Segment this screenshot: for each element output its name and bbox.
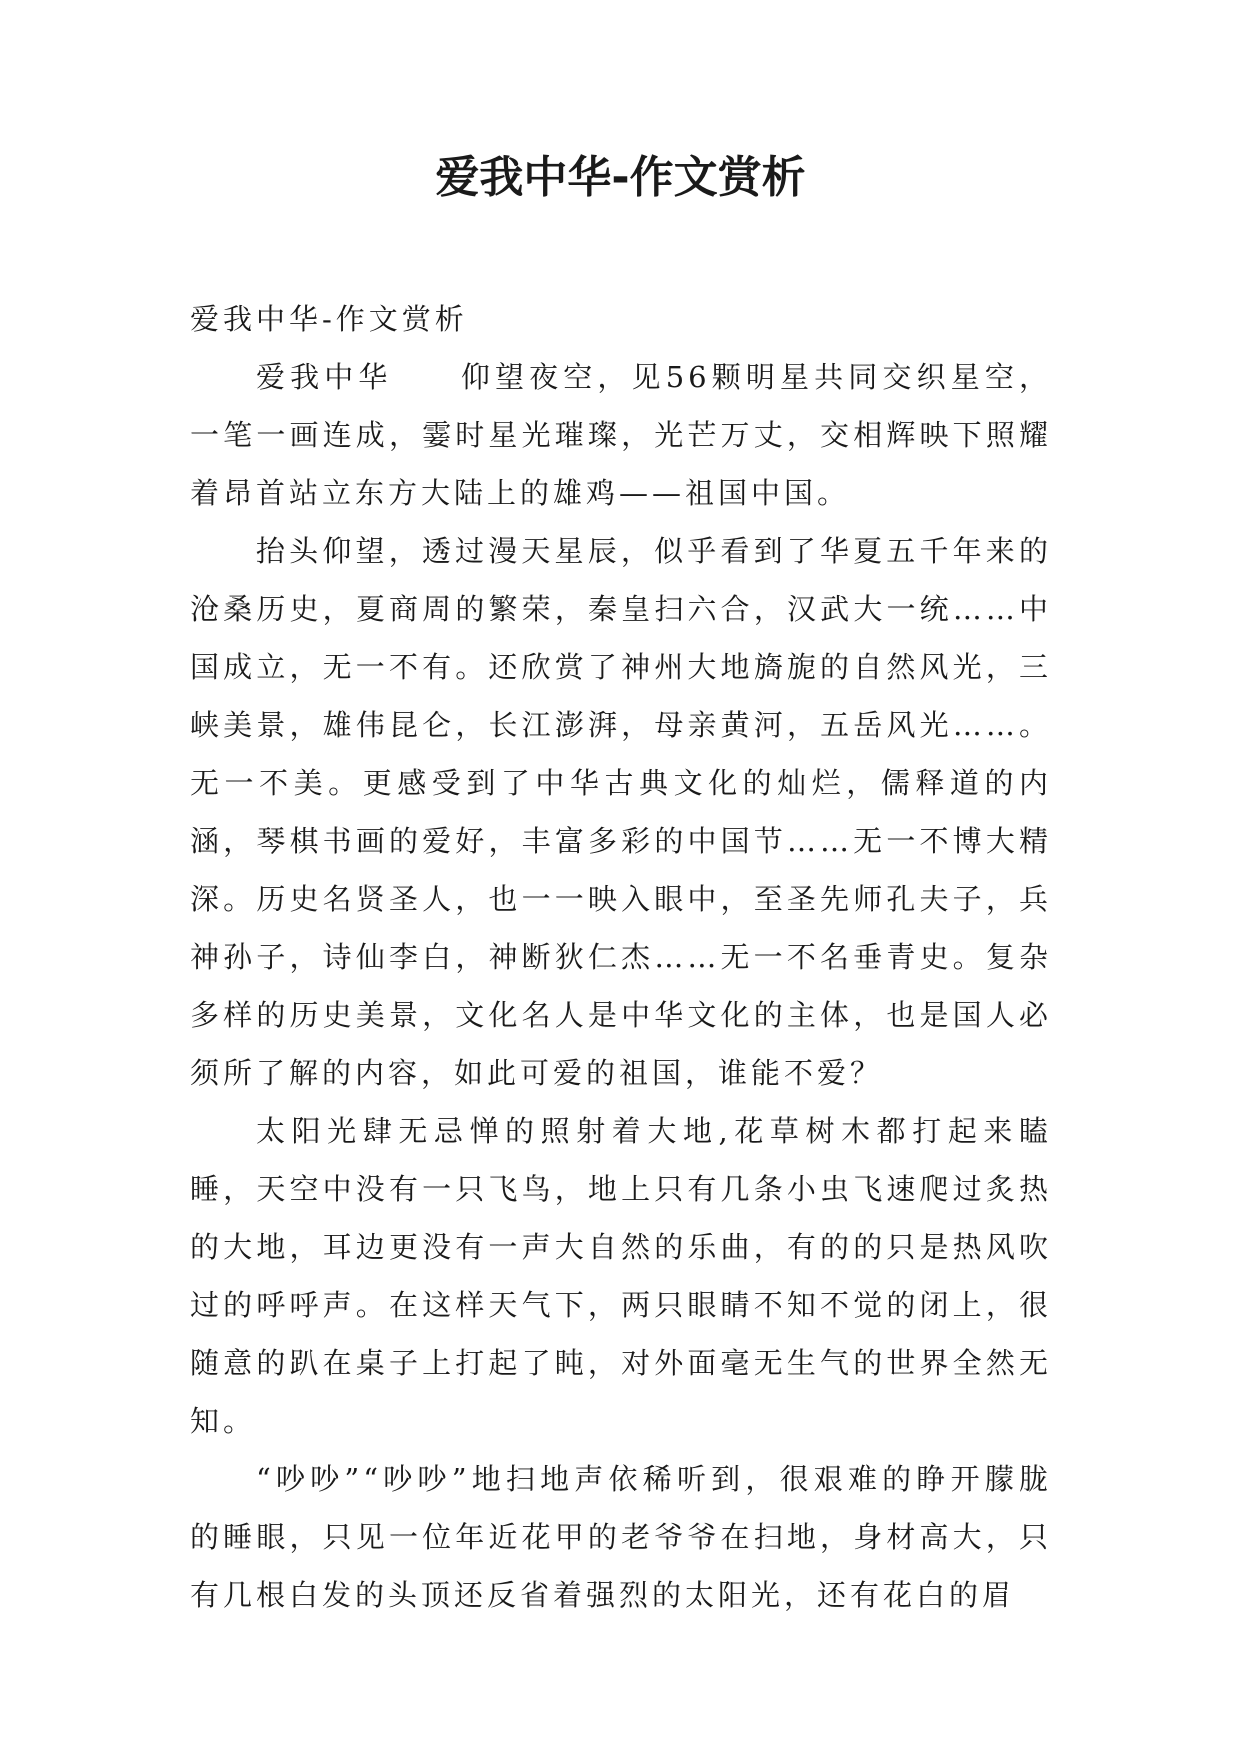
document-body [190,290,1052,1624]
document-subtitle: 爱我中华-作文赏析 [190,302,468,336]
paragraph: 太阳光肆无忌惮的照射着大地,花草树木都打起来瞌睡，天空中没有一只飞鸟，地上只有几条小虫飞速爬过炙热的大地，耳边更没有一声大自然的乐曲，有的的只是热风吹过的呼呼声。在这样天气下，两只眼睛不知不觉的闭上，很随意的趴在桌子上打起了盹，对外面毫无生气的世界全然无知。 [190,1114,1052,1438]
paragraph: 抬头仰望，透过漫天星辰，似乎看到了华夏五千年来的沧桑历史，夏商周的繁荣，秦皇扫六合，汉武大一统……中国成立，无一不有。还欣赏了神州大地旖旎的自然风光，三峡美景，雄伟昆仑，长江澎湃，母亲黄河，五岳风光……。无一不美。更感受到了中华古典文化的灿烂，儒释道的内涵，琴棋书画的爱好，丰富多彩的中国节……无一不博大精深。历史名贤圣人，也一一映入眼中，至圣先师孔夫子，兵神孙子，诗仙李白，神断狄仁杰……无一不名垂青史。复杂多样的历史美景，文化名人是中华文化的主体，也是国人必须所了解的内容，如此可爱的祖国，谁能不爱？ [190,534,1052,1090]
paragraph: “吵吵”“吵吵”地扫地声依稀听到，很艰难的睁开朦胧的睡眼，只见一位年近花甲的老爷爷在扫地，身材高大，只有几根白发的头顶还反省着强烈的太阳光，还有花白的眉 [190,1462,1052,1612]
document-title: 爱我中华-作文赏析 [435,152,806,203]
paragraph: 爱我中华 仰望夜空，见56颗明星共同交织星空，一笔一画连成，霎时星光璀璨，光芒万丈，交相辉映下照耀着昂首站立东方大陆上的雄鸡——祖国中国。 [190,360,1052,510]
